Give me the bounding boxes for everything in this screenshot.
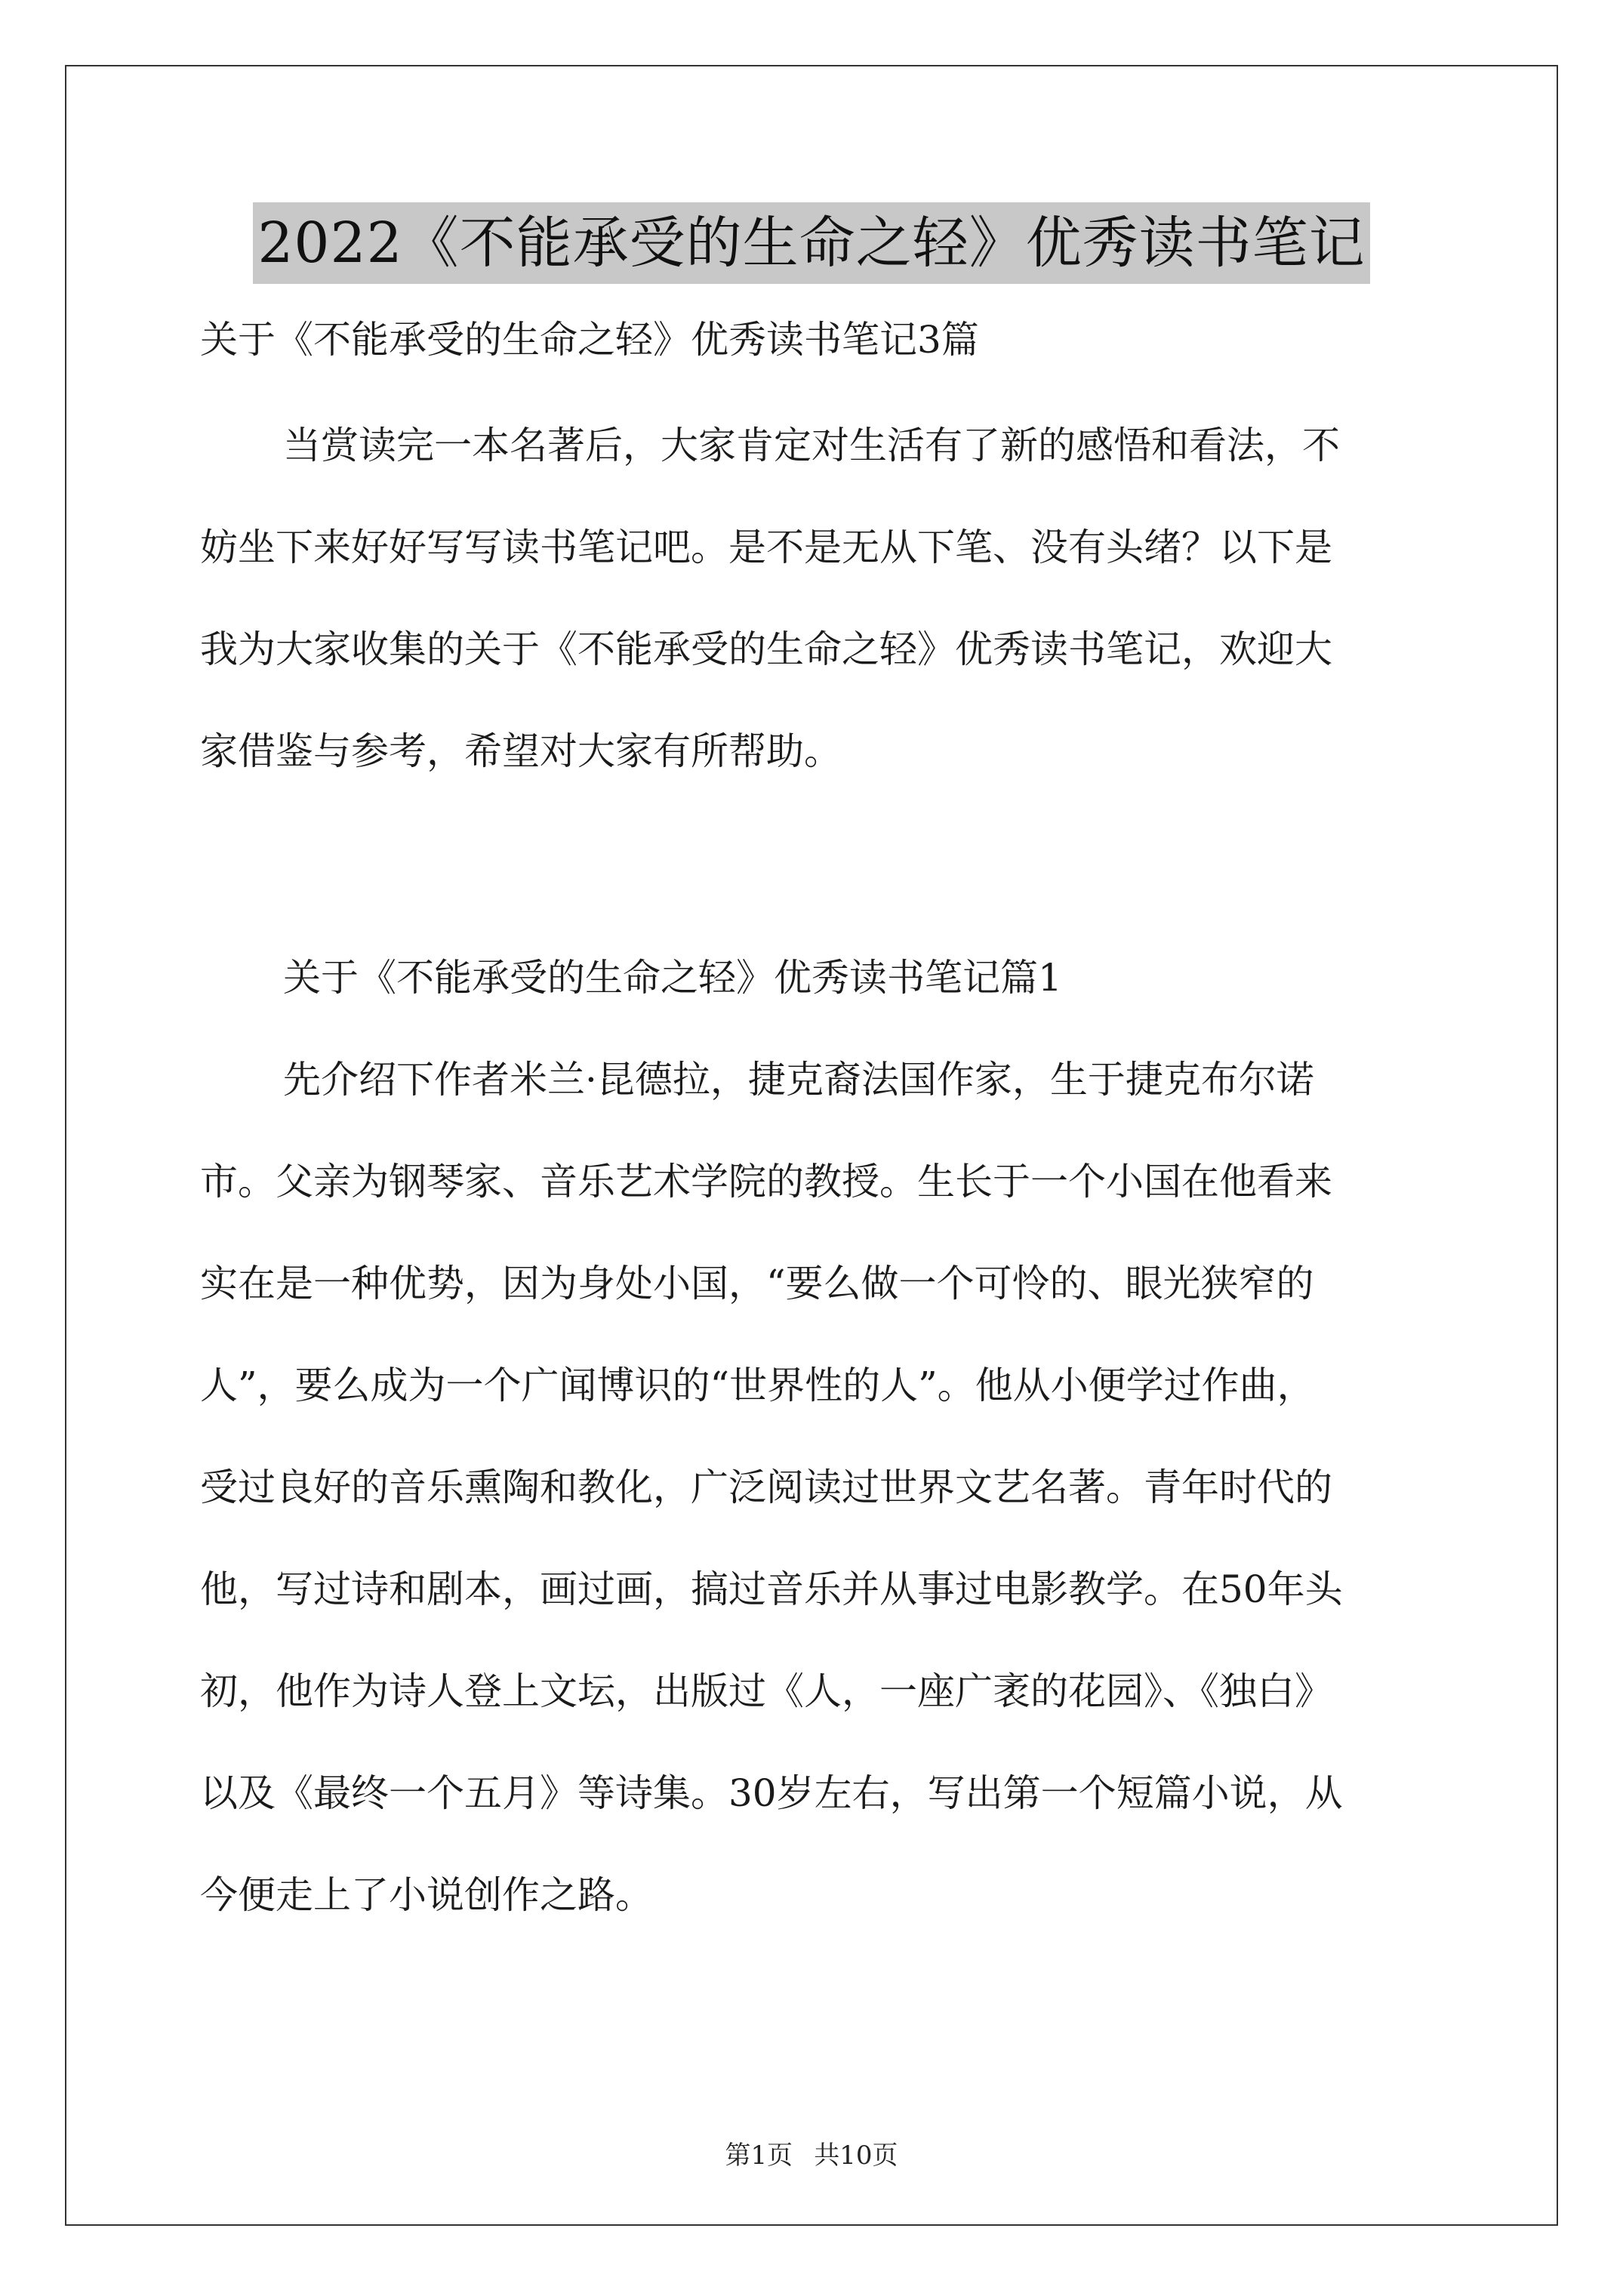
page-number-total: 共10页: [814, 2140, 898, 2171]
page-number-current: 第1页: [725, 2140, 793, 2171]
body-line: 初，他作为诗人登上文坛，出版过《人，一座广袤的花园》、《独白》: [200, 1669, 1332, 1713]
body-line: 市。父亲为钢琴家、音乐艺术学院的教授。生长于一个小国在他看来: [200, 1160, 1332, 1203]
body-line: 今便走上了小说创作之路。: [200, 1873, 653, 1917]
intro-line: 当赏读完一本名著后，大家肯定对生活有了新的感悟和看法，不: [283, 424, 1340, 467]
body-line: 实在是一种优势，因为身处小国，“要么做一个可怜的、眼光狭窄的: [200, 1262, 1314, 1305]
document-title: 2022《不能承受的生命之轻》优秀读书笔记: [253, 202, 1369, 284]
intro-line: 我为大家收集的关于《不能承受的生命之轻》优秀读书笔记，欢迎大: [200, 627, 1332, 671]
body-line: 以及《最终一个五月》等诗集。30岁左右，写出第一个短篇小说，从: [200, 1771, 1343, 1815]
intro-line: 妨坐下来好好写写读书笔记吧。是不是无从下笔、没有头绪？以下是: [200, 525, 1332, 569]
document-subtitle: 关于《不能承受的生命之轻》优秀读书笔记3篇: [200, 318, 979, 362]
page-footer: [0, 2140, 1623, 2171]
body-line: 他，写过诗和剧本，画过画，搞过音乐并从事过电影教学。在50年头: [200, 1567, 1343, 1611]
title-container: [0, 202, 1623, 284]
body-line: 受过良好的音乐熏陶和教化，广泛阅读过世界文艺名著。青年时代的: [200, 1465, 1332, 1509]
body-line: 人”，要么成为一个广闻博识的“世界性的人”。他从小便学过作曲，: [200, 1364, 1315, 1407]
section-heading: 关于《不能承受的生命之轻》优秀读书笔记篇1: [283, 956, 1062, 1000]
intro-line: 家借鉴与参考，希望对大家有所帮助。: [200, 729, 842, 773]
body-line: 先介绍下作者米兰·昆德拉，捷克裔法国作家，生于捷克布尔诺: [283, 1058, 1314, 1102]
